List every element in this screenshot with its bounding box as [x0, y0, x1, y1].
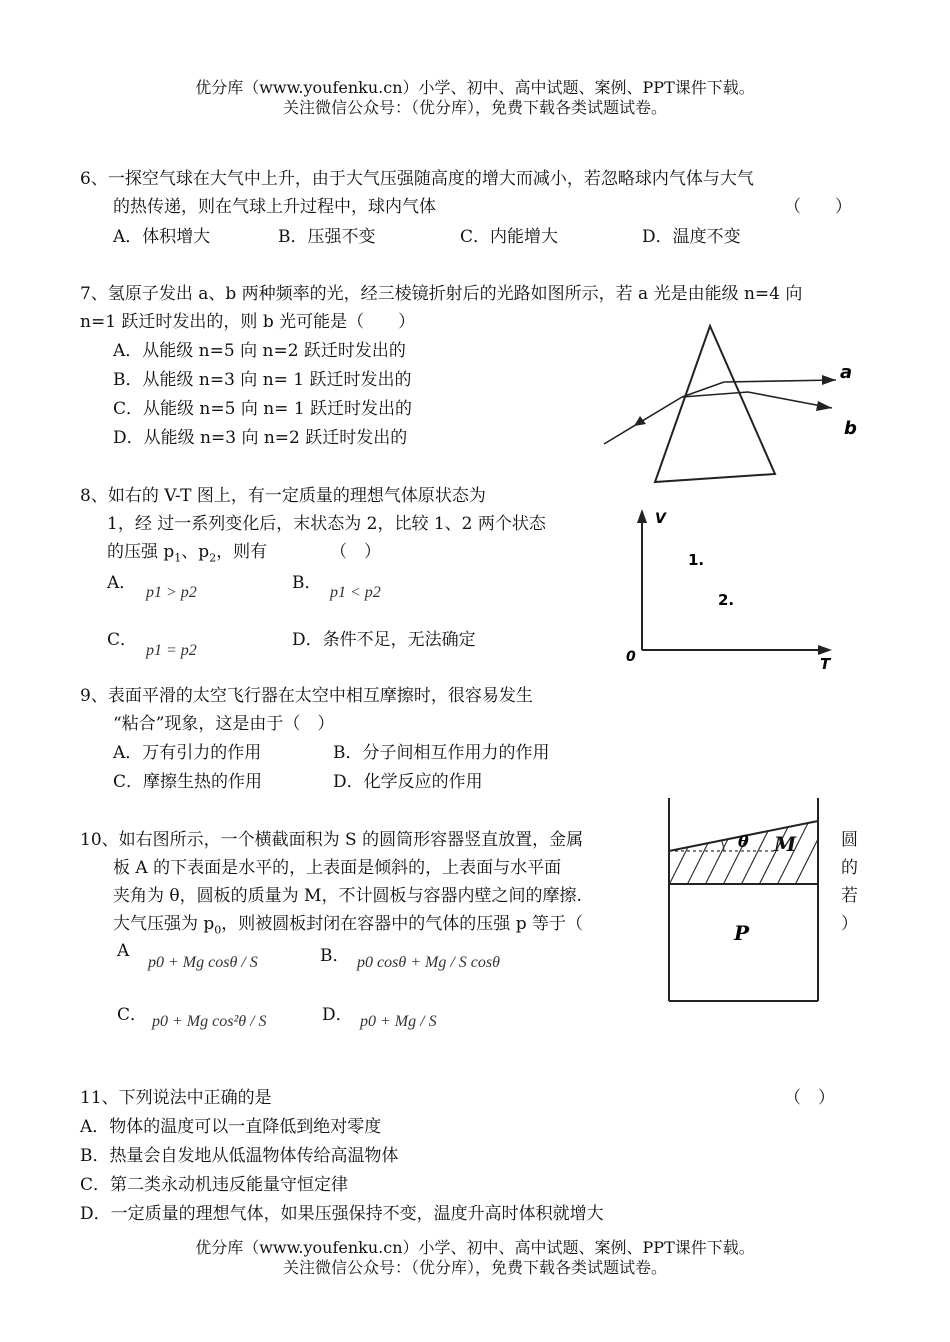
q8-option-c-formula: p1 = p2 — [146, 642, 197, 659]
q10-option-c-formula: p0 + Mg cos²θ / S — [152, 1013, 267, 1030]
q11-option-d[interactable]: D．一定质量的理想气体，如果压强保持不变，温度升高时体积就增大 — [80, 1204, 604, 1224]
q7-option-b[interactable]: B．从能级 n=3 向 n= 1 跃迁时发出的 — [113, 370, 412, 390]
q8-stem-line-1: 8、如右的 V-T 图上，有一定质量的理想气体原状态为 — [80, 486, 486, 506]
q8-option-d[interactable]: D．条件不足，无法确定 — [292, 630, 476, 650]
q9-option-c[interactable]: C．摩擦生热的作用 — [113, 772, 263, 792]
q10-stem-line-4: 大气压强为 $p_0$，则被圆板封闭在容器中的气体的压强 p 等于（ — [113, 914, 583, 937]
q10-option-b-label[interactable]: B． — [320, 946, 350, 966]
q10-option-a-label[interactable]: A — [117, 941, 130, 961]
q9-option-b[interactable]: B．分子间相互作用力的作用 — [333, 743, 550, 763]
q10-stem-line-2: 板 A 的下表面是水平的，上表面是倾斜的，上表面与水平面 — [113, 858, 562, 878]
q10-stem-tail-1: 圆 — [841, 830, 858, 850]
v-axis-label: V — [655, 511, 666, 527]
q6-stem-line-2: 的热传递，则在气球上升过程中，球内气体 — [113, 197, 436, 217]
v-axis-arrow — [637, 509, 647, 523]
arrow-a — [822, 375, 836, 385]
state-1-point: 1. — [688, 551, 705, 569]
q7-option-d[interactable]: D．从能级 n=3 向 n=2 跃迁时发出的 — [113, 428, 408, 448]
q8-option-b-formula: p1 < p2 — [330, 584, 381, 601]
q8-option-a-formula: p1 > p2 — [146, 584, 197, 601]
q9-stem-line-2: “粘合”现象，这是由于（ ） — [113, 714, 335, 734]
state-2-point: 2. — [718, 591, 735, 609]
arrow-incident — [634, 416, 646, 426]
header-line-2: 关注微信公众号：（优分库），免费下载各类试题试卷。 — [282, 98, 667, 117]
cylinder-diagram — [664, 795, 824, 1005]
q6-option-c[interactable]: C．内能增大 — [460, 227, 559, 247]
q6-answer-bracket[interactable]: （ ） — [784, 197, 852, 217]
q7-option-c[interactable]: C．从能级 n=5 向 n= 1 跃迁时发出的 — [113, 399, 413, 419]
footer-line-2: 关注微信公众号：（优分库），免费下载各类试题试卷。 — [282, 1258, 667, 1277]
q8-option-a-label[interactable]: A． — [107, 573, 137, 593]
q10-answer-bracket[interactable]: ） — [841, 914, 858, 934]
footer-line-1: 优分库（www.youfenku.cn）小学、初中、高中试题、案例、PPT课件下载。 — [195, 1238, 755, 1257]
t-axis-arrow — [818, 645, 832, 655]
q8-option-b-label[interactable]: B． — [292, 573, 322, 593]
q11-answer-bracket[interactable]: （ ） — [784, 1088, 835, 1108]
q8-answer-bracket[interactable]: （ ） — [330, 542, 381, 562]
ray-b-label: b — [844, 418, 857, 439]
q10-stem-line-1: 10、如右图所示，一个横截面积为 S 的圆筒形容器竖直放置，金属 — [80, 830, 584, 850]
q10-option-d-formula: p0 + Mg / S — [360, 1013, 437, 1030]
pressure-label: P — [734, 921, 750, 945]
q11-option-a[interactable]: A．物体的温度可以一直降低到绝对零度 — [80, 1117, 382, 1137]
q9-option-a[interactable]: A．万有引力的作用 — [113, 743, 262, 763]
q11-option-b[interactable]: B．热量会自发地从低温物体传给高温物体 — [80, 1146, 399, 1166]
q7-stem-line-2: n=1 跃迁时发出的，则 b 光可能是（ ） — [80, 312, 416, 332]
q8-option-c-label[interactable]: C． — [107, 630, 138, 650]
q10-stem-line-3: 夹角为 θ，圆板的质量为 M，不计圆板与容器内壁之间的摩擦. — [113, 886, 582, 906]
q10-option-b-formula: p0 cosθ + Mg / S cosθ — [357, 954, 500, 971]
q10-stem-tail-2: 的 — [841, 858, 858, 878]
q9-option-d[interactable]: D．化学反应的作用 — [333, 772, 483, 792]
theta-label: θ — [738, 832, 749, 851]
q6-stem-line-1: 6、一探空气球在大气中上升，由于大气压强随高度的增大而减小，若忽略球内气体与大气 — [80, 169, 754, 189]
origin-label: 0 — [626, 649, 636, 665]
q11-stem: 11、下列说法中正确的是 — [80, 1088, 272, 1108]
q7-option-a[interactable]: A．从能级 n=5 向 n=2 跃迁时发出的 — [113, 341, 406, 361]
t-axis-label: T — [820, 655, 831, 673]
q8-stem-line-2: 1，经 过一系列变化后，末状态为 2，比较 1、2 两个状态 — [107, 514, 546, 534]
q9-stem-line-1: 9、表面平滑的太空飞行器在太空中相互摩擦时，很容易发生 — [80, 686, 533, 706]
q6-option-d[interactable]: D．温度不变 — [642, 227, 741, 247]
q10-option-c-label[interactable]: C． — [117, 1005, 148, 1025]
header-line-1: 优分库（www.youfenku.cn）小学、初中、高中试题、案例、PPT课件下载。 — [195, 78, 755, 97]
ray-a-label: a — [840, 362, 853, 383]
vt-graph — [622, 505, 842, 675]
q6-option-b[interactable]: B．压强不变 — [278, 227, 376, 247]
q10-stem-tail-3: 若 — [841, 886, 858, 906]
q8-stem-line-3: 的压强 $p_1$、$p_2$，则有 — [107, 542, 268, 565]
mass-label: M — [774, 832, 797, 856]
q11-option-c[interactable]: C．第二类永动机违反能量守恒定律 — [80, 1175, 349, 1195]
q10-option-a-formula: p0 + Mg cosθ / S — [148, 954, 258, 971]
ray-b — [682, 392, 832, 408]
q7-stem-line-1: 7、氢原子发出 a、b 两种频率的光，经三棱镜折射后的光路如图所示，若 a 光是由能级 n=4 向 — [80, 284, 803, 304]
q6-option-a[interactable]: A．体积增大 — [113, 227, 211, 247]
prism-diagram — [600, 322, 870, 487]
q10-option-d-label[interactable]: D． — [322, 1005, 353, 1025]
arrow-b — [816, 401, 832, 411]
prism-triangle — [655, 326, 775, 482]
